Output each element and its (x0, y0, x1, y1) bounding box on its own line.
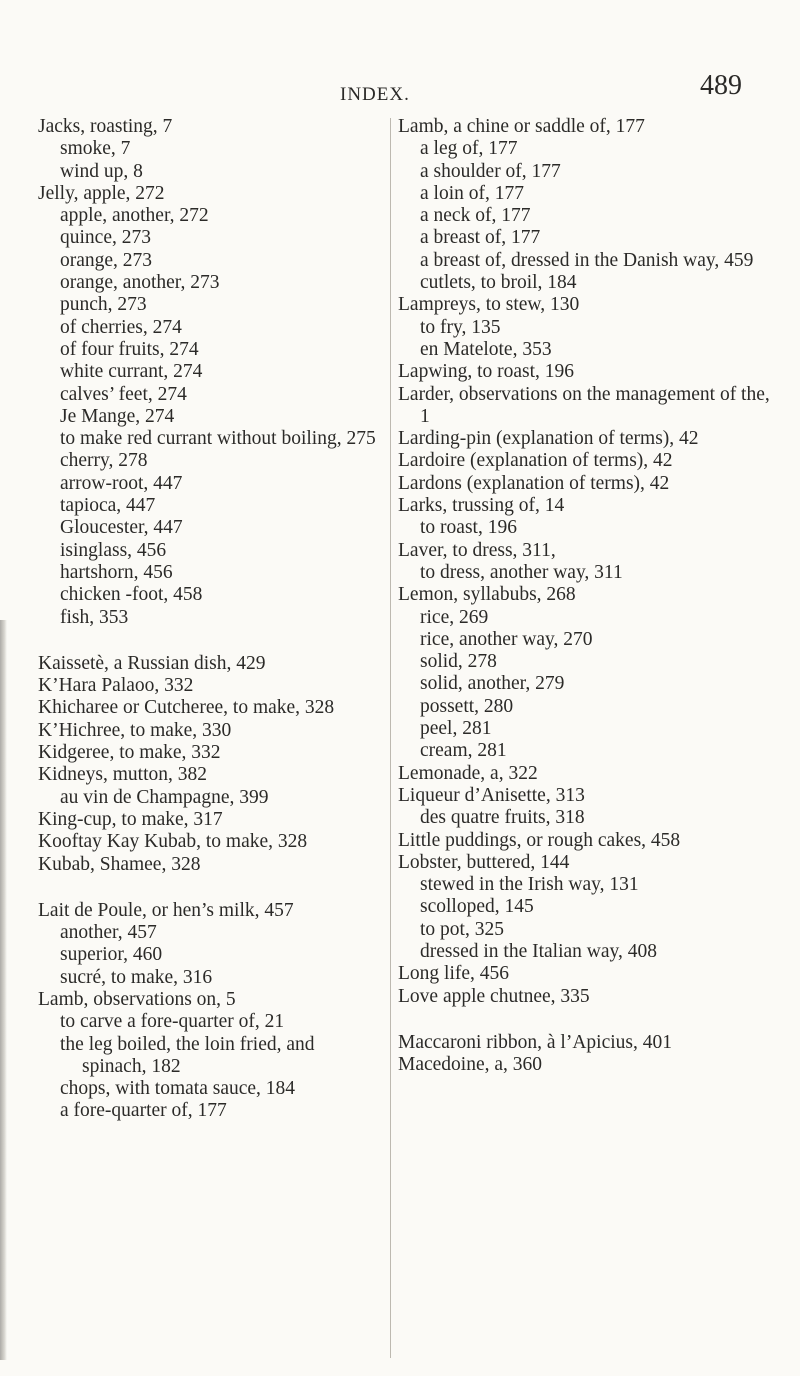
index-subentry: another, 457 (60, 922, 157, 944)
index-entry: Khicharee or Cutcheree, to make, 328 (38, 697, 335, 719)
index-entry: Kaissetè, a Russian dish, 429 (38, 652, 266, 674)
index-entry: K’Hara Palaoo, 332 (38, 675, 194, 697)
index-subentry: of four fruits, 274 (60, 338, 199, 360)
index-entry: Kubab, Shamee, 328 (38, 853, 201, 875)
index-entry: Laver, to dress, 311, (398, 539, 556, 561)
index-subentry: chops, with tomata sauce, 184 (60, 1078, 296, 1100)
index-subentry: quince, 273 (60, 227, 151, 249)
index-subentry: a neck of, 177 (420, 205, 531, 227)
index-entry: Larks, trussing of, 14 (398, 495, 565, 517)
index-entry: King-cup, to make, 317 (38, 808, 223, 830)
page-number: 489 (700, 70, 742, 101)
index-subentry: wind up, 8 (60, 160, 143, 182)
index-column-right (398, 116, 770, 1076)
index-subentry: of cherries, 274 (60, 316, 182, 338)
index-entry: Lait de Poule, or hen’s milk, 457 (38, 899, 294, 921)
index-entry: Love apple chutnee, 335 (398, 985, 590, 1007)
index-subentry: a shoulder of, 177 (420, 160, 561, 182)
index-subentry: cream, 281 (420, 740, 507, 762)
index-subentry: rice, 269 (420, 606, 489, 628)
index-subentry: punch, 273 (60, 294, 147, 316)
index-subentry: to dress, another way, 311 (420, 561, 623, 583)
index-subentry: Gloucester, 447 (60, 517, 183, 539)
index-subentry: isinglass, 456 (60, 539, 167, 561)
index-entry: Jelly, apple, 272 (38, 182, 165, 204)
index-subentry: arrow-root, 447 (60, 472, 183, 494)
index-subentry: dressed in the Italian way, 408 (420, 940, 657, 962)
index-subentry: en Matelote, 353 (420, 338, 552, 360)
page-edge-shadow (0, 620, 7, 1360)
index-entry: Lemon, syllabubs, 268 (398, 584, 576, 606)
index-subentry: rice, another way, 270 (420, 628, 593, 650)
index-subentry: to make red currant without boiling, 275 (60, 428, 376, 450)
index-subentry: peel, 281 (420, 718, 492, 740)
index-entry: Little puddings, or rough cakes, 458 (398, 829, 681, 851)
index-subentry: chicken -foot, 458 (60, 584, 203, 606)
index-subentry: apple, another, 272 (60, 205, 209, 227)
index-entry: Lobster, buttered, 144 (398, 851, 570, 873)
index-entry: K’Hichree, to make, 330 (38, 719, 232, 741)
index-subentry: the leg boiled, the loin fried, and spinach, 182 (60, 1033, 315, 1077)
index-subentry: to fry, 135 (420, 316, 501, 338)
index-entry: Liqueur d’Anisette, 313 (398, 784, 585, 806)
index-entry: Lamb, a chine or saddle of, 177 (398, 116, 645, 137)
index-entry: Macedoine, a, 360 (398, 1054, 543, 1076)
index-entry: Kooftay Kay Kubab, to make, 328 (38, 831, 308, 853)
index-subentry: to carve a fore-quarter of, 21 (60, 1011, 285, 1033)
index-entry: Larder, observations on the management of the, 1 (398, 383, 770, 427)
index-subentry: a breast of, 177 (420, 227, 541, 249)
index-entry: Long life, 456 (398, 963, 510, 985)
index-subentry: to roast, 196 (420, 517, 517, 539)
column-divider (390, 118, 391, 1358)
section-gap (38, 876, 378, 900)
index-subentry: solid, another, 279 (420, 673, 565, 695)
index-entry: Lampreys, to stew, 130 (398, 294, 580, 316)
index-subentry: hartshorn, 456 (60, 561, 173, 583)
index-entry: Kidneys, mutton, 382 (38, 764, 207, 786)
index-subentry: a loin of, 177 (420, 182, 524, 204)
running-header: INDEX. (340, 84, 410, 105)
index-subentry: orange, 273 (60, 249, 153, 271)
index-subentry: superior, 460 (60, 944, 163, 966)
index-subentry: scolloped, 145 (420, 896, 534, 918)
index-subentry: a leg of, 177 (420, 138, 518, 160)
index-subentry: smoke, 7 (60, 138, 131, 160)
index-entry: Larding-pin (explanation of terms), 42 (398, 428, 699, 450)
index-entry: Lardoire (explanation of terms), 42 (398, 450, 673, 472)
index-subentry: sucré, to make, 316 (60, 966, 213, 988)
index-entry: Lapwing, to roast, 196 (398, 361, 575, 383)
index-entry: Kidgeree, to make, 332 (38, 742, 221, 764)
index-subentry: fish, 353 (60, 606, 129, 628)
index-entry: Lardons (explanation of terms), 42 (398, 472, 670, 494)
index-subentry: des quatre fruits, 318 (420, 807, 585, 829)
index-subentry: stewed in the Irish way, 131 (420, 874, 639, 896)
index-subentry: a breast of, dressed in the Danish way, 459 (420, 249, 754, 271)
index-entry: Maccaroni ribbon, à l’Apicius, 401 (398, 1031, 673, 1053)
index-subentry: orange, another, 273 (60, 272, 220, 294)
section-gap (38, 629, 378, 653)
index-entry: Lemonade, a, 322 (398, 762, 538, 784)
index-entry: Lamb, observations on, 5 (38, 988, 236, 1010)
index-subentry: Je Mange, 274 (60, 405, 175, 427)
index-subentry: white currant, 274 (60, 361, 203, 383)
index-column-left (38, 116, 378, 1123)
index-subentry: tapioca, 447 (60, 495, 156, 517)
index-subentry: au vin de Champagne, 399 (60, 786, 269, 808)
index-subentry: solid, 278 (420, 651, 497, 673)
index-subentry: to pot, 325 (420, 918, 504, 940)
section-gap (398, 1008, 770, 1032)
index-entry: Jacks, roasting, 7 (38, 116, 173, 137)
index-subentry: calves’ feet, 274 (60, 383, 187, 405)
index-subentry: possett, 280 (420, 695, 514, 717)
index-subentry: a fore-quarter of, 177 (60, 1100, 227, 1122)
index-subentry: cherry, 278 (60, 450, 148, 472)
index-subentry: cutlets, to broil, 184 (420, 272, 577, 294)
